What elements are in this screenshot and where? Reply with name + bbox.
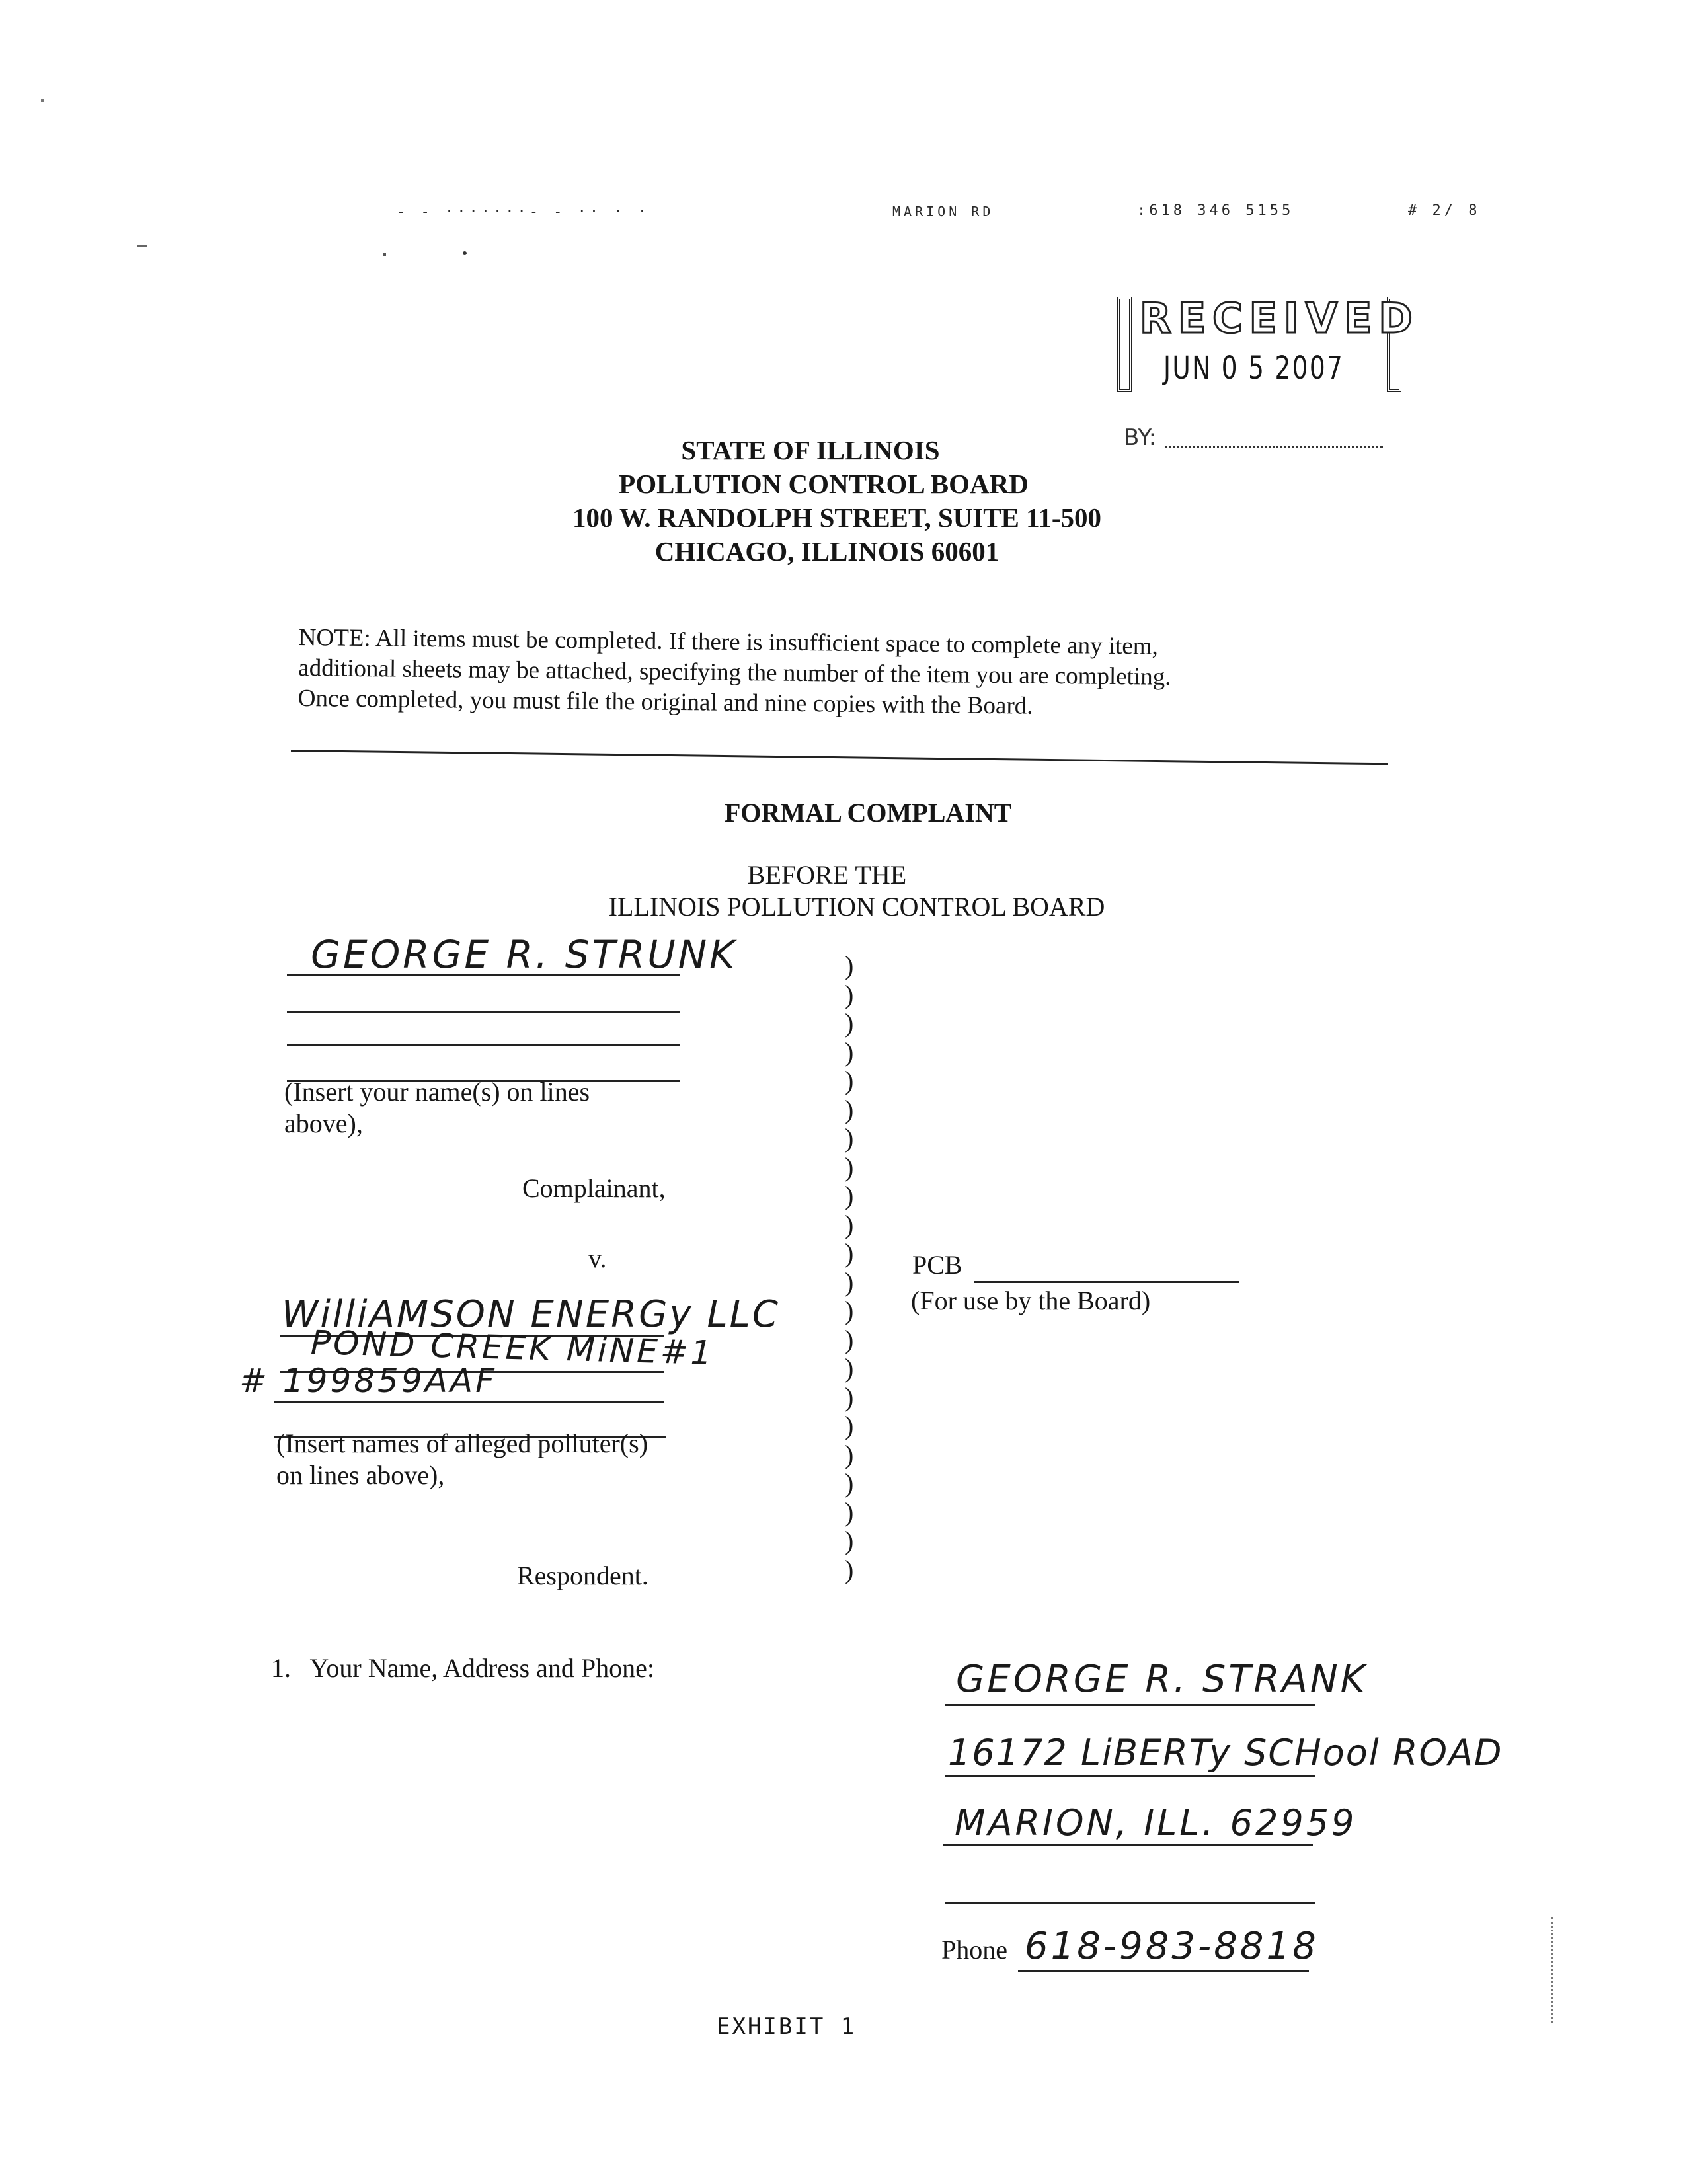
bracket-paren: ) <box>845 1036 854 1067</box>
phone-label: Phone <box>941 1935 1007 1965</box>
fax-header-phone: :618 346 5155 <box>1137 202 1294 219</box>
exhibit-footer: EXHIBIT 1 <box>717 2013 857 2040</box>
received-stamp <box>1117 294 1419 393</box>
bracket-paren: ) <box>845 1411 854 1440</box>
divider-rule <box>291 750 1388 765</box>
respondent-instruction-2: on lines above), <box>276 1460 445 1490</box>
respondent-instruction-1: (Insert names of alleged polluter(s) <box>276 1428 648 1458</box>
bracket-paren: ) <box>845 1066 854 1095</box>
versus-label: v. <box>588 1243 607 1273</box>
respondent-line-3-handwritten: # 199859AAF <box>239 1362 497 1400</box>
before-line-1: BEFORE THE <box>747 860 907 890</box>
scan-edge-mark <box>1551 1917 1553 2023</box>
complainant-role: Complainant, <box>522 1173 666 1203</box>
item1-rule-4 <box>945 1902 1315 1904</box>
note-line-3: Once completed, you must file the original and nine copies with the Board. <box>297 684 1033 720</box>
letterhead-city: CHICAGO, ILLINOIS 60601 <box>654 536 1000 566</box>
item1-label: 1. Your Name, Address and Phone: <box>271 1653 654 1683</box>
bracket-paren: ) <box>845 1497 854 1527</box>
pcb-label: PCB <box>912 1250 962 1280</box>
item1-address1-handwritten: 16172 LiBERTy SCHool ROAD <box>948 1732 1503 1774</box>
complainant-instruction-2: above), <box>284 1109 363 1138</box>
complainant-line-3 <box>287 1044 680 1046</box>
item1-rule-1 <box>945 1704 1315 1706</box>
bracket-paren: ) <box>845 1439 854 1469</box>
bracket-paren: ) <box>845 1296 854 1325</box>
respondent-role: Respondent. <box>517 1561 648 1590</box>
complainant-line-1 <box>287 974 680 976</box>
note-line-2: additional sheets may be attached, specifying the number of the item you are completing. <box>298 654 1171 691</box>
fax-header-left: - - ·······- - ·· · · <box>397 204 650 220</box>
bracket-paren: ) <box>845 1353 854 1383</box>
complainant-instruction <box>284 1076 590 1140</box>
respondent-rule-3 <box>274 1401 664 1403</box>
bracket-paren: ) <box>845 1123 854 1153</box>
item1-rule-2 <box>945 1775 1315 1777</box>
scan-speck <box>463 251 467 255</box>
stamp-bracket-left <box>1117 297 1132 392</box>
scan-speck <box>383 253 386 256</box>
complainant-name-handwritten: GEORGE R. STRUNK <box>311 932 738 977</box>
bracket-paren: ) <box>845 1554 854 1584</box>
pcb-number-line <box>974 1281 1239 1283</box>
before-block <box>0 859 1687 923</box>
bracket-paren: ) <box>845 1324 854 1354</box>
stamp-by-label: BY: <box>1124 424 1157 451</box>
bracket-paren: ) <box>845 1094 854 1124</box>
letterhead <box>0 434 1687 568</box>
bracket-paren: ) <box>845 951 854 980</box>
bracket-paren: ) <box>845 979 854 1009</box>
phone-rule <box>1018 1970 1309 1972</box>
stamp-date: JUN 0 5 2007 <box>1163 350 1345 387</box>
bracket-paren: ) <box>845 1267 854 1297</box>
scan-speck <box>41 99 44 102</box>
note-line-1: NOTE: All items must be completed. If there is insufficient space to complete any item, <box>298 623 1159 660</box>
fax-header-page: # 2/ 8 <box>1408 202 1481 219</box>
bracket-paren: ) <box>845 1238 854 1268</box>
respondent-line-1-handwritten: WilliAMSON ENERGy LLC <box>282 1293 780 1336</box>
complainant-line-2 <box>287 1011 680 1013</box>
bracket-paren: ) <box>845 1209 854 1239</box>
bracket-paren: ) <box>845 1382 854 1412</box>
bracket-paren: ) <box>845 1008 854 1038</box>
letterhead-state: STATE OF ILLINOIS <box>681 435 940 465</box>
complainant-instruction-1: (Insert your name(s) on lines <box>284 1077 590 1107</box>
letterhead-board: POLLUTION CONTROL BOARD <box>619 469 1029 499</box>
fax-header-center: MARION RD <box>892 204 994 219</box>
bracket-paren: ) <box>845 1151 854 1182</box>
letterhead-street: 100 W. RANDOLPH STREET, SUITE 11-500 <box>572 502 1102 533</box>
formal-complaint-title: FORMAL COMPLAINT <box>725 798 1012 828</box>
before-line-2: ILLINOIS POLLUTION CONTROL BOARD <box>608 892 1105 921</box>
item1-address2-handwritten: MARION, ILL. 62959 <box>955 1802 1357 1844</box>
bracket-paren: ) <box>845 1526 854 1555</box>
pcb-note: (For use by the Board) <box>911 1286 1151 1315</box>
item1-name-handwritten: GEORGE R. STRANK <box>956 1658 1368 1701</box>
bracket-paren: ) <box>845 1468 854 1498</box>
stamp-word: RECEIVED <box>1140 294 1419 342</box>
scan-speck <box>137 245 147 247</box>
item1-rule-3 <box>943 1844 1313 1846</box>
bracket-paren: ) <box>845 1181 854 1210</box>
respondent-instruction <box>276 1428 648 1491</box>
note-block <box>298 623 1172 723</box>
respondent-line-2-handwritten: POND CREEK MiNE#1 <box>310 1323 715 1372</box>
phone-handwritten: 618-983-8818 <box>1025 1925 1319 1968</box>
